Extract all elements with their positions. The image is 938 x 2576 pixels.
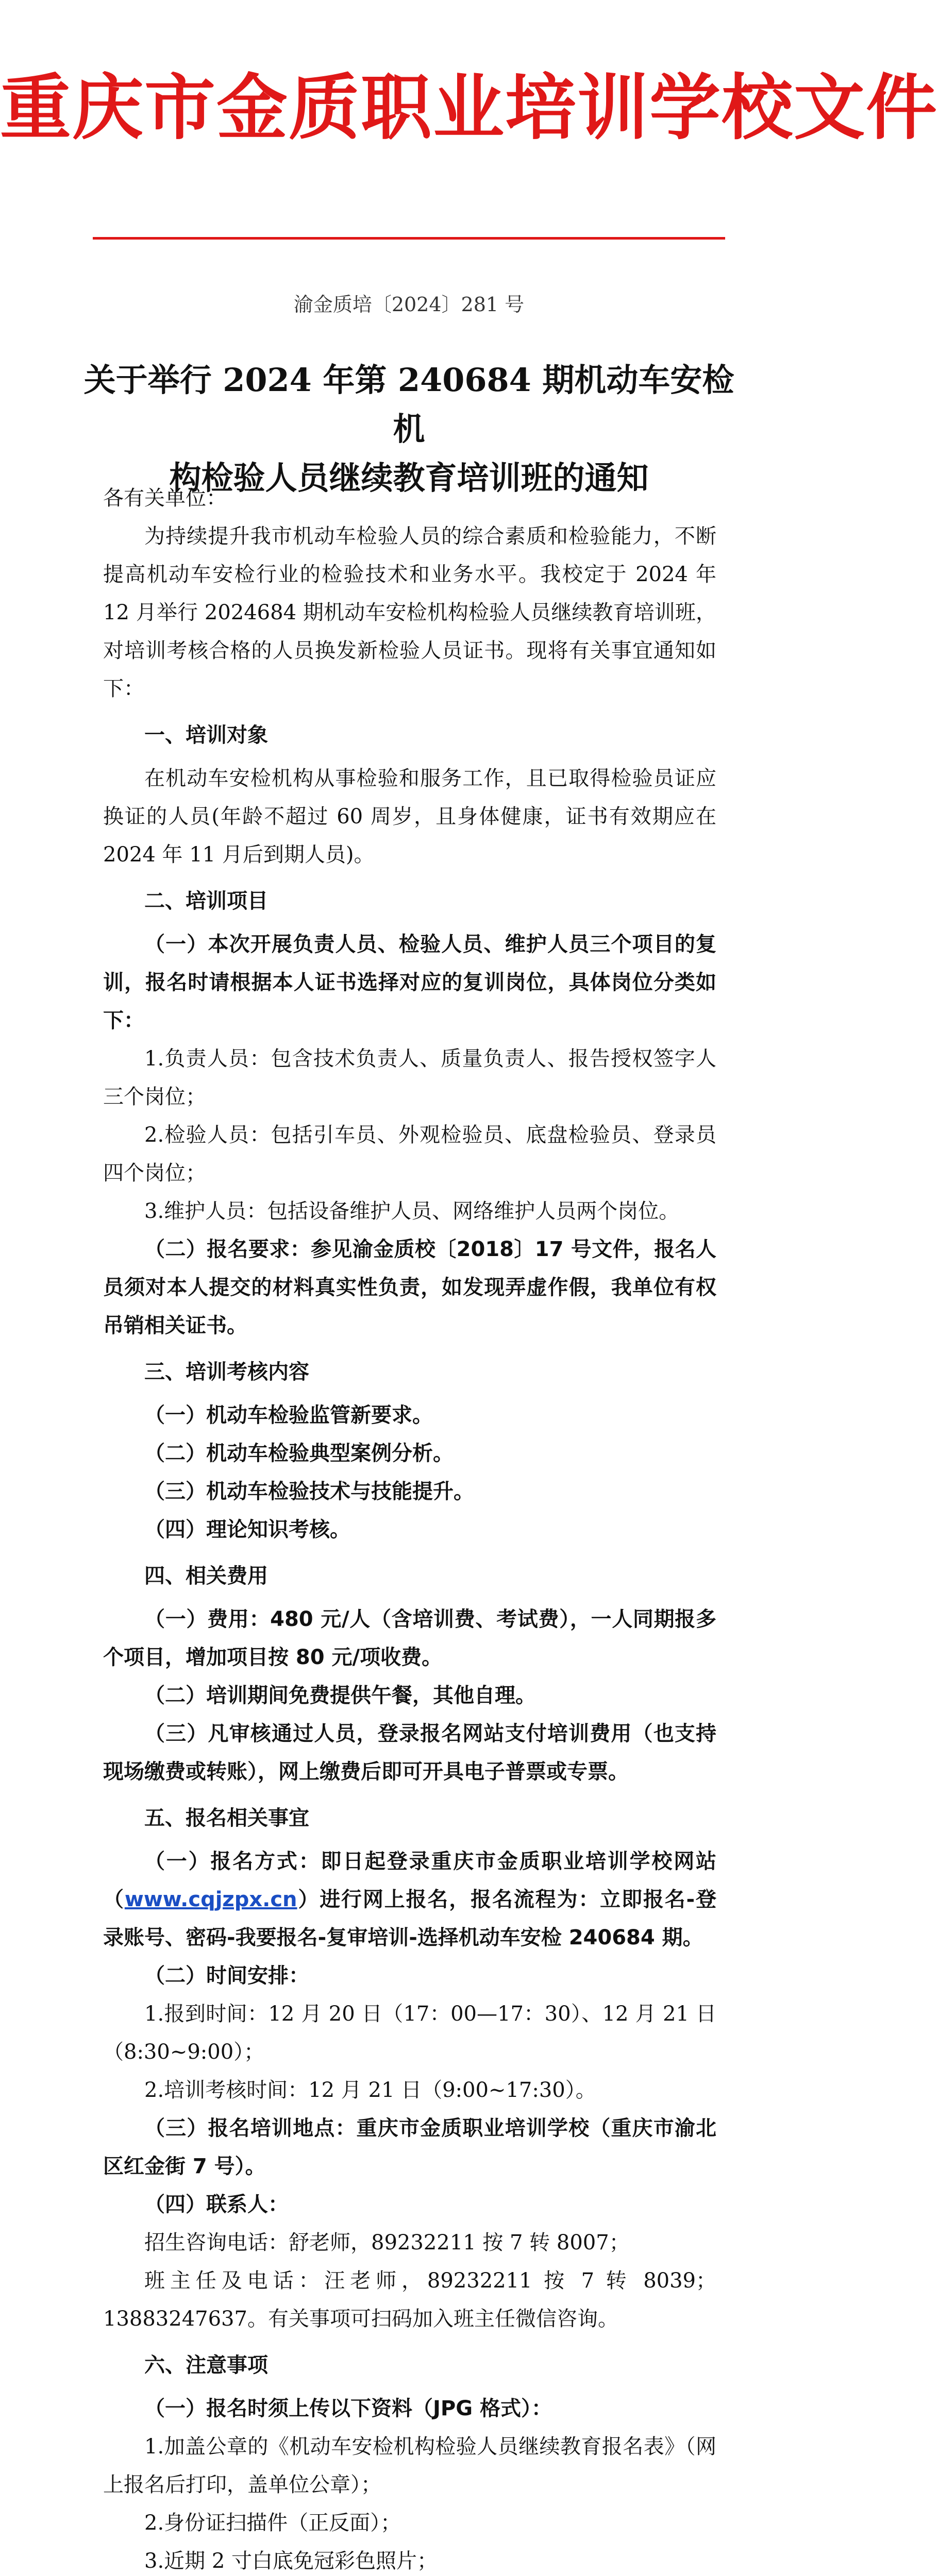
registration-text-b: ）进行网上报名，报名流程为：立即报名-登录账号、密码-我要报名-复审培训-选择机动车安检 240684 期。 [103, 1888, 717, 1950]
section-6-title: 六、注意事项 [144, 2353, 268, 2377]
section-6-item-1-sub-2: 2.身份证扫描件（正反面）； [144, 2511, 401, 2535]
red-divider [93, 237, 725, 240]
section-3-title: 三、培训考核内容 [144, 1360, 309, 1384]
section-1-text: 在机动车安检机构从事检验和服务工作，且已取得检验员证应换证的人员(年龄不超过 60 周岁，且身体健康，证书有效期应在 2024 年 11 月后到期人员)。 [103, 767, 716, 867]
section-2-sub-1: 1.负责人员：包含技术负责人、质量负责人、报告授权签字人三个岗位； [103, 1047, 716, 1109]
section-5-item-4-sub-1: 招生咨询电话：舒老师，89232211 按 7 转 8007； [144, 2231, 630, 2255]
section-3-item-1: （一）机动车检验监管新要求。 [144, 1403, 433, 1427]
section-2-title: 二、培训项目 [144, 889, 268, 913]
section-5-item-1 [103, 1842, 716, 1957]
section-5-item-4: （四）联系人： [144, 2193, 289, 2216]
section-5-item-4-sub-2: 班主任及电话：汪老师，89232211 按 7 转 8039；13883247637。有关事项可扫码加入班主任微信咨询。 [103, 2269, 716, 2331]
section-6-item-1-sub-3: 3.近期 2 寸白底免冠彩色照片； [144, 2549, 438, 2573]
section-3-item-3: （三）机动车检验技术与技能提升。 [144, 1480, 474, 1503]
registration-text-a: （一）报名方式：即日起登录重庆市金质职业培训学校网站（ [103, 1850, 716, 1911]
banner-title: 重庆市金质职业培训学校文件 [0, 66, 938, 149]
section-5-item-2-sub-1: 1.报到时间：12 月 20 日（17：00—17：30）、12 月 21 日（8:30~9:00）； [103, 2002, 716, 2064]
section-2-item-1: （一）本次开展负责人员、检验人员、维护人员三个项目的复训，报名时请根据本人证书选择对应的复训岗位，具体岗位分类如下： [103, 933, 716, 1032]
section-3-item-4: （四）理论知识考核。 [144, 1518, 350, 1541]
document-body [103, 479, 716, 2576]
section-6-item-1: （一）报名时须上传以下资料（JPG 格式）： [144, 2397, 552, 2420]
section-5-item-2: （二）时间安排： [144, 1964, 309, 1988]
title-line-2: 构检验人员继续教育培训班的通知 [169, 459, 649, 497]
section-2-sub-3: 3.维护人员：包括设备维护人员、网络维护人员两个岗位。 [144, 1199, 680, 1223]
section-5-item-3: （三）报名培训地点：重庆市金质职业培训学校（重庆市渝北区红金街 7 号）。 [103, 2116, 716, 2178]
intro-paragraph: 为持续提升我市机动车检验人员的综合素质和检验能力，不断提高机动车安检行业的检验技术和业务水平。我校定于 2024 年 12 月举行 2024684 期机动车安检机构检验人员继续教育培训班，对培训考核合格的人员换发新检验人员证书。现将有关事宜通知如下： [103, 524, 716, 701]
section-5-item-2-sub-2: 2.培训考核时间：12 月 21 日（9:00~17:30）。 [144, 2078, 596, 2102]
salutation: 各有关单位： [103, 486, 227, 510]
section-3-item-2: （二）机动车检验典型案例分析。 [144, 1442, 454, 1465]
section-2-sub-2: 2.检验人员：包括引车员、外观检验员、底盘检验员、登录员四个岗位； [103, 1123, 716, 1185]
section-1-title: 一、培训对象 [144, 723, 268, 747]
section-2-item-2: （二）报名要求：参见渝金质校〔2018〕17 号文件，报名人员须对本人提交的材料真实性负责，如发现弄虚作假，我单位有权吊销相关证书。 [103, 1238, 716, 1337]
section-4-title: 四、相关费用 [144, 1564, 268, 1588]
section-4-item-1: （一）费用：480 元/人（含培训费、考试费），一人同期报多个项目，增加项目按 80 元/项收费。 [103, 1607, 716, 1669]
registration-website-link[interactable]: www.cqjzpx.cn [124, 1888, 297, 1911]
section-4-item-2: （二）培训期间免费提供午餐，其他自理。 [144, 1684, 536, 1707]
section-5-title: 五、报名相关事宜 [144, 1806, 309, 1830]
section-4-item-3: （三）凡审核通过人员，登录报名网站支付培训费用（也支持现场缴费或转账），网上缴费后即可开具电子普票或专票。 [103, 1722, 716, 1784]
title-line-1: 关于举行 2024 年第 240684 期机动车安检机 [83, 361, 734, 448]
document-number: 渝金质培〔2024〕281 号 [293, 293, 525, 316]
section-6-item-1-sub-1: 1.加盖公章的《机动车安检机构检验人员继续教育报名表》（网上报名后打印，盖单位公章）； [103, 2435, 716, 2497]
